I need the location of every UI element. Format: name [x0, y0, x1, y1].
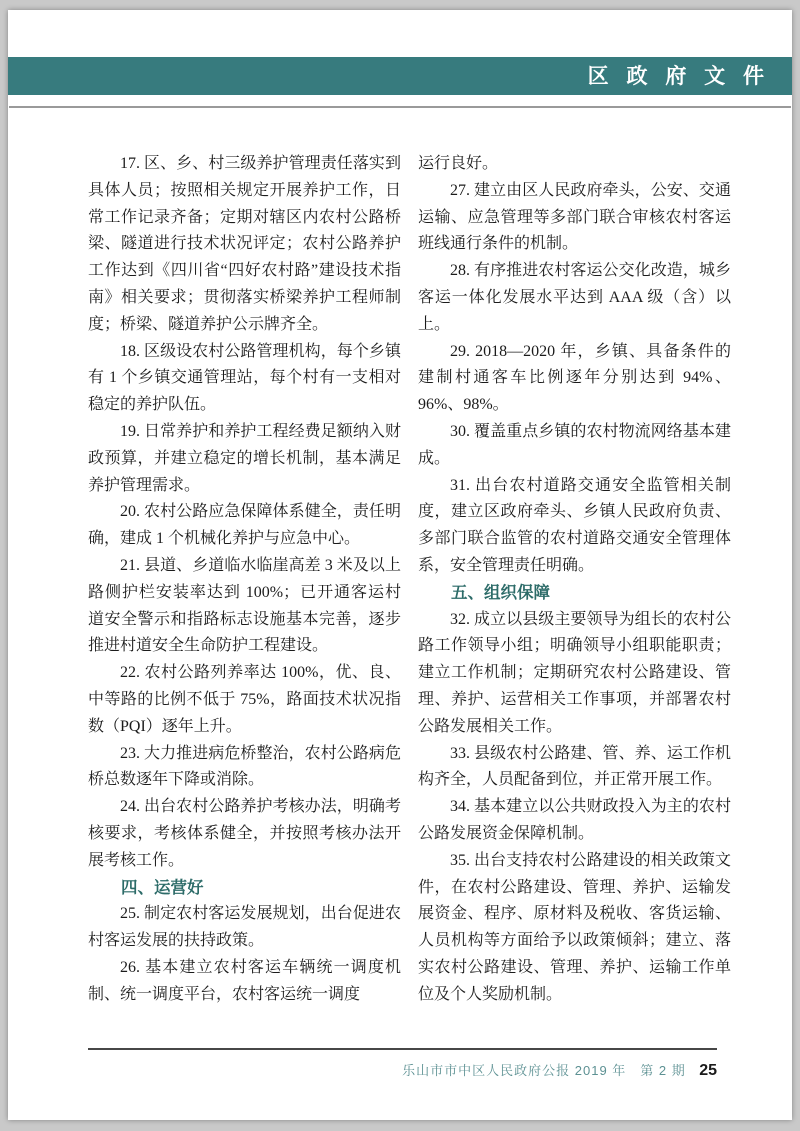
para-29: 29. 2018—2020 年，乡镇、具备条件的建制村通客车比例逐年分别达到 94%、96%、98%。: [418, 342, 731, 414]
footer-journal-text: 乐山市市中区人民政府公报 2019 年 第 2 期: [402, 1063, 686, 1078]
banner-title: 区 政 府 文 件: [587, 64, 770, 88]
footer-divider: [88, 1048, 717, 1050]
para-35: 35. 出台支持农村公路建设的相关政策文件，在农村公路建设、管理、养护、运输发展资金、程序、原材料及税收、客货运输、人员机构等方面给予以政策倾斜；建立、落实农村公路建设、管理、养护、运输工作单位及个人奖励机制。: [418, 851, 731, 1003]
para-21: 21. 县道、乡道临水临崖高差 3 米及以上路侧护栏安装率达到 100%；已开通客运村道安全警示和指路标志设施基本完善，逐步推进村道安全生命防护工程建设。: [88, 556, 401, 655]
document-page: [8, 10, 792, 1120]
page-footer: [88, 1060, 717, 1080]
header-banner: [8, 57, 792, 95]
para-34: 34. 基本建立以公共财政投入为主的农村公路发展资金保障机制。: [418, 798, 731, 842]
para-26: 26. 基本建立农村客运车辆统一调度机制、统一调度平台，农村客运统一调度: [88, 958, 401, 1003]
section-heading-organization: 五、组织保障: [451, 583, 550, 602]
footer-page-number: 25: [699, 1062, 717, 1079]
para-33: 33. 县级农村公路建、管、养、运工作机构齐全，人员配备到位，并正常开展工作。: [418, 744, 731, 789]
para-18: 18. 区级设农村公路管理机构，每个乡镇有 1 个乡镇交通管理站，每个村有一支相对稳定的养护队伍。: [88, 342, 401, 414]
para-19: 19. 日常养护和养护工程经费足额纳入财政预算，并建立稳定的增长机制，基本满足养护管理需求。: [88, 422, 401, 494]
para-17: 17. 区、乡、村三级养护管理责任落实到具体人员；按照相关规定开展养护工作，日常工作记录齐备；定期对辖区内农村公路桥梁、隧道进行技术状况评定；农村公路养护工作达到《四川省“四好农村路”建设技术指南》相关要求；贯彻落实桥梁养护工程师制度；桥梁、隧道养护公示牌齐全。: [88, 155, 401, 333]
para-27: 27. 建立由区人民政府牵头，公安、交通运输、应急管理等多部门联合审核农村客运班线通行条件的机制。: [418, 181, 731, 253]
para-26-continuation: 运行良好。: [418, 155, 499, 172]
para-20: 20. 农村公路应急保障体系健全，责任明确，建成 1 个机械化养护与应急中心。: [88, 503, 401, 548]
para-22: 22. 农村公路列养率达 100%，优、良、中等路的比例不低于 75%，路面技术状况指数（PQI）逐年上升。: [88, 664, 401, 735]
banner-divider: [9, 106, 791, 108]
left-column: [88, 151, 401, 1009]
para-28: 28. 有序推进农村客运公交化改造，城乡客运一体化发展水平达到 AAA 级（含）以上。: [418, 262, 731, 333]
para-24: 24. 出台农村公路养护考核办法，明确考核要求，考核体系健全，并按照考核办法开展考核工作。: [88, 798, 401, 869]
document-body: [88, 151, 731, 1009]
para-23: 23. 大力推进病危桥整治，农村公路病危桥总数逐年下降或消除。: [88, 744, 401, 789]
para-32: 32. 成立以县级主要领导为组长的农村公路工作领导小组；明确领导小组职能职责；建立工作机制；定期研究农村公路建设、管理、养护、运营相关工作事项，并部署农村公路发展相关工作。: [418, 610, 731, 735]
para-30: 30. 覆盖重点乡镇的农村物流网络基本建成。: [418, 422, 731, 467]
para-31: 31. 出台农村道路交通安全监管相关制度，建立区政府牵头、乡镇人民政府负责、多部门联合监管的农村道路交通安全管理体系，安全管理责任明确。: [418, 476, 731, 574]
para-25: 25. 制定农村客运发展规划，出台促进农村客运发展的扶持政策。: [88, 905, 401, 950]
section-heading-operations: 四、运营好: [121, 878, 204, 897]
right-column: [418, 151, 731, 1009]
